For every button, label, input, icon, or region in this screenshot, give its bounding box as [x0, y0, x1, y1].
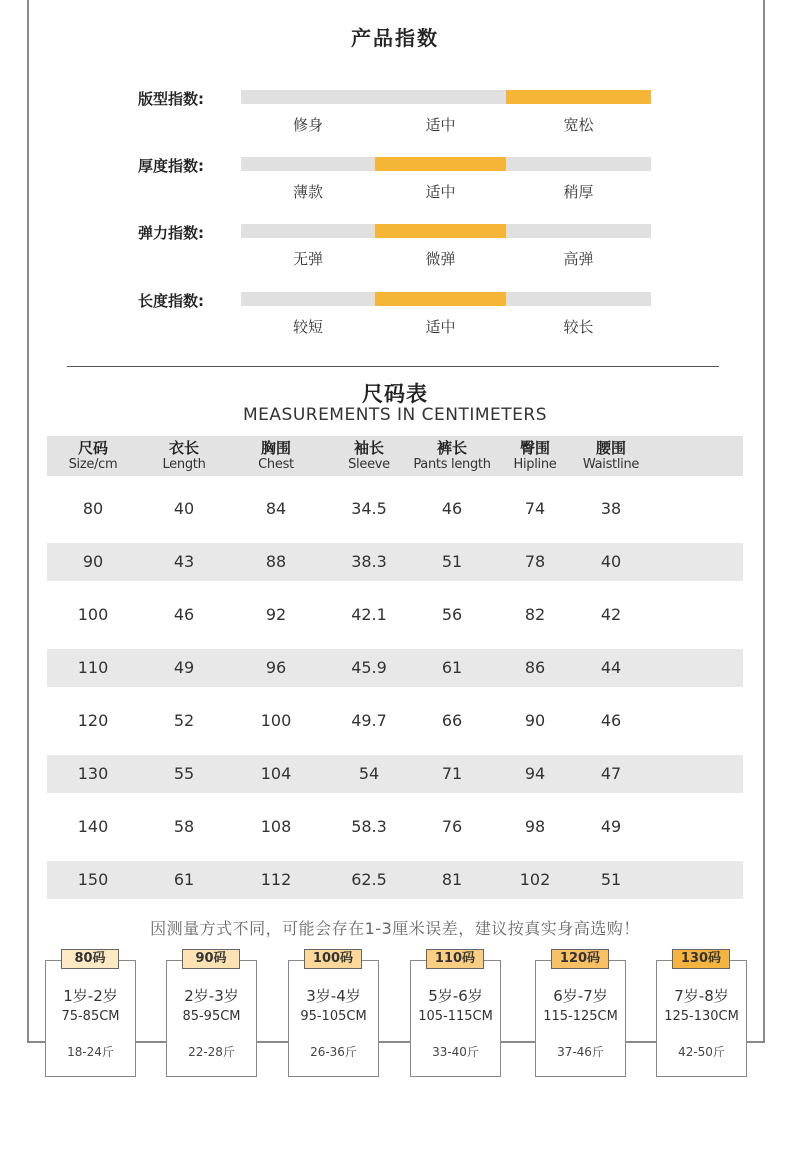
index-option-label: 适中: [425, 116, 456, 134]
header-en: Hipline: [513, 457, 557, 472]
table-cell: 108: [260, 817, 292, 836]
card-weight: 18-24斤: [67, 1045, 114, 1059]
size-table-header: [47, 436, 743, 476]
table-row: [47, 702, 743, 740]
card-age: 7岁-8岁: [674, 987, 729, 1005]
table-header-cell: [231, 439, 321, 473]
table-cell: 43: [173, 552, 195, 571]
index-segment: [241, 224, 375, 238]
table-cell: 78: [524, 552, 546, 571]
table-row: [47, 649, 743, 687]
index-bar: [241, 292, 651, 336]
card-age: 1岁-2岁: [63, 987, 118, 1005]
index-segment: [506, 292, 651, 306]
size-chart-title: 尺码表: [362, 382, 428, 406]
table-cell: 90: [524, 711, 546, 730]
table-cell: 40: [173, 499, 195, 518]
table-cell: 49: [600, 817, 622, 836]
table-header-cell: [566, 439, 656, 473]
index-option-label: 薄款: [292, 183, 323, 201]
index-bar: [241, 224, 651, 268]
table-cell: 100: [77, 605, 109, 624]
table-cell: 140: [77, 817, 109, 836]
size-card: [535, 960, 626, 1077]
table-header-cell: [407, 439, 497, 473]
table-row: [47, 861, 743, 899]
index-segment-selected: [375, 292, 506, 306]
size-chart-subtitle: MEASUREMENTS IN CENTIMETERS: [242, 405, 548, 425]
index-option-label: 无弹: [292, 250, 323, 268]
card-weight: 42-50斤: [678, 1045, 725, 1059]
table-cell: 42.1: [351, 605, 387, 624]
table-cell: 88: [265, 552, 287, 571]
card-height: 75-85CM: [61, 1009, 120, 1024]
table-cell: 56: [441, 605, 463, 624]
table-cell: 90: [82, 552, 104, 571]
table-cell: 94: [524, 764, 546, 783]
header-en: Chest: [258, 457, 294, 472]
header-cn: 胸围: [260, 439, 291, 457]
size-badge: 90码: [182, 949, 240, 969]
table-cell: 102: [519, 870, 551, 889]
table-cell: 66: [441, 711, 463, 730]
size-badge: 130码: [672, 949, 730, 969]
table-row: [47, 490, 743, 528]
table-cell: 34.5: [351, 499, 387, 518]
index-segment: [375, 90, 506, 104]
table-header-cell: [139, 439, 229, 473]
size-card: [656, 960, 747, 1077]
index-segment-selected: [506, 90, 651, 104]
index-option-label: 较短: [292, 318, 323, 336]
table-cell: 130: [77, 764, 109, 783]
size-badge: 110码: [426, 949, 484, 969]
table-cell: 54: [358, 764, 380, 783]
index-option-label: 稍厚: [563, 183, 594, 201]
index-option-label: 高弹: [563, 250, 594, 268]
table-cell: 84: [265, 499, 287, 518]
table-cell: 110: [77, 658, 109, 677]
index-segment: [241, 157, 375, 171]
table-row: [47, 755, 743, 793]
index-option-label: 宽松: [563, 116, 594, 134]
table-cell: 104: [260, 764, 292, 783]
card-weight: 33-40斤: [432, 1045, 479, 1059]
size-card: [288, 960, 379, 1077]
size-badge: 100码: [304, 949, 362, 969]
index-segment: [241, 292, 375, 306]
index-segment-selected: [375, 157, 506, 171]
card-height: 95-105CM: [300, 1009, 367, 1024]
table-cell: 98: [524, 817, 546, 836]
index-row: [0, 90, 790, 140]
index-row: [0, 157, 790, 207]
table-row: [47, 808, 743, 846]
size-badge: 120码: [551, 949, 609, 969]
table-cell: 82: [524, 605, 546, 624]
frame-bottom-line: [27, 1041, 765, 1043]
header-cn: 臀围: [519, 439, 550, 457]
table-cell: 38: [600, 499, 622, 518]
index-label: 版型指数:: [138, 90, 204, 108]
header-cn: 袖长: [353, 439, 384, 457]
table-cell: 49: [173, 658, 195, 677]
table-cell: 62.5: [351, 870, 387, 889]
index-option-label: 修身: [292, 116, 323, 134]
table-cell: 81: [441, 870, 463, 889]
index-segment: [506, 224, 651, 238]
table-cell: 58: [173, 817, 195, 836]
header-cn: 腰围: [595, 439, 626, 457]
size-badge: 80码: [61, 949, 119, 969]
table-cell: 51: [600, 870, 622, 889]
card-weight: 37-46斤: [557, 1045, 604, 1059]
index-bar: [241, 90, 651, 134]
index-row: [0, 224, 790, 274]
table-cell: 120: [77, 711, 109, 730]
index-option-label: 适中: [425, 318, 456, 336]
header-cn: 衣长: [168, 439, 199, 457]
card-weight: 22-28斤: [188, 1045, 235, 1059]
size-card: [410, 960, 501, 1077]
table-cell: 40: [600, 552, 622, 571]
card-weight: 26-36斤: [310, 1045, 357, 1059]
table-header-cell: [324, 439, 414, 473]
index-segment-selected: [375, 224, 506, 238]
table-cell: 92: [265, 605, 287, 624]
table-cell: 112: [260, 870, 292, 889]
card-age: 3岁-4岁: [306, 987, 361, 1005]
table-cell: 38.3: [351, 552, 387, 571]
table-cell: 52: [173, 711, 195, 730]
header-en: Pants length: [413, 457, 491, 472]
index-segment: [241, 90, 375, 104]
table-cell: 44: [600, 658, 622, 677]
table-cell: 80: [82, 499, 104, 518]
section-divider: [67, 366, 719, 367]
table-cell: 76: [441, 817, 463, 836]
index-option-label: 较长: [563, 318, 594, 336]
index-label: 弹力指数:: [138, 224, 204, 242]
card-height: 115-125CM: [543, 1009, 618, 1024]
index-bar: [241, 157, 651, 201]
header-cn: 裤长: [436, 439, 467, 457]
card-height: 85-95CM: [182, 1009, 241, 1024]
card-age: 2岁-3岁: [184, 987, 239, 1005]
table-cell: 86: [524, 658, 546, 677]
table-cell: 49.7: [351, 711, 387, 730]
table-cell: 61: [441, 658, 463, 677]
card-height: 125-130CM: [664, 1009, 739, 1024]
table-cell: 42: [600, 605, 622, 624]
table-cell: 61: [173, 870, 195, 889]
index-label: 长度指数:: [138, 292, 204, 310]
table-cell: 46: [600, 711, 622, 730]
header-en: Length: [162, 457, 206, 472]
table-cell: 45.9: [351, 658, 387, 677]
table-row: [47, 543, 743, 581]
size-card: [166, 960, 257, 1077]
table-header-cell: [48, 439, 138, 473]
index-label: 厚度指数:: [138, 157, 204, 175]
fit-index-title: 产品指数: [351, 26, 439, 50]
header-en: Size/cm: [68, 457, 118, 472]
index-option-label: 适中: [425, 183, 456, 201]
table-cell: 74: [524, 499, 546, 518]
header-en: Waistline: [582, 457, 640, 472]
table-cell: 100: [260, 711, 292, 730]
card-age: 6岁-7岁: [553, 987, 608, 1005]
card-height: 105-115CM: [418, 1009, 493, 1024]
table-cell: 55: [173, 764, 195, 783]
header-cn: 尺码: [77, 439, 108, 457]
table-cell: 150: [77, 870, 109, 889]
table-cell: 96: [265, 658, 287, 677]
header-en: Sleeve: [348, 457, 390, 472]
card-age: 5岁-6岁: [428, 987, 483, 1005]
table-cell: 46: [173, 605, 195, 624]
table-cell: 58.3: [351, 817, 387, 836]
table-cell: 71: [441, 764, 463, 783]
table-cell: 47: [600, 764, 622, 783]
table-cell: 51: [441, 552, 463, 571]
measurement-note: 因测量方式不同，可能会存在1-3厘米误差，建议按真实身高选购！: [150, 919, 640, 938]
index-option-label: 微弹: [425, 250, 456, 268]
table-cell: 46: [441, 499, 463, 518]
index-segment: [506, 157, 651, 171]
index-row: [0, 292, 790, 342]
table-row: [47, 596, 743, 634]
size-card: [45, 960, 136, 1077]
